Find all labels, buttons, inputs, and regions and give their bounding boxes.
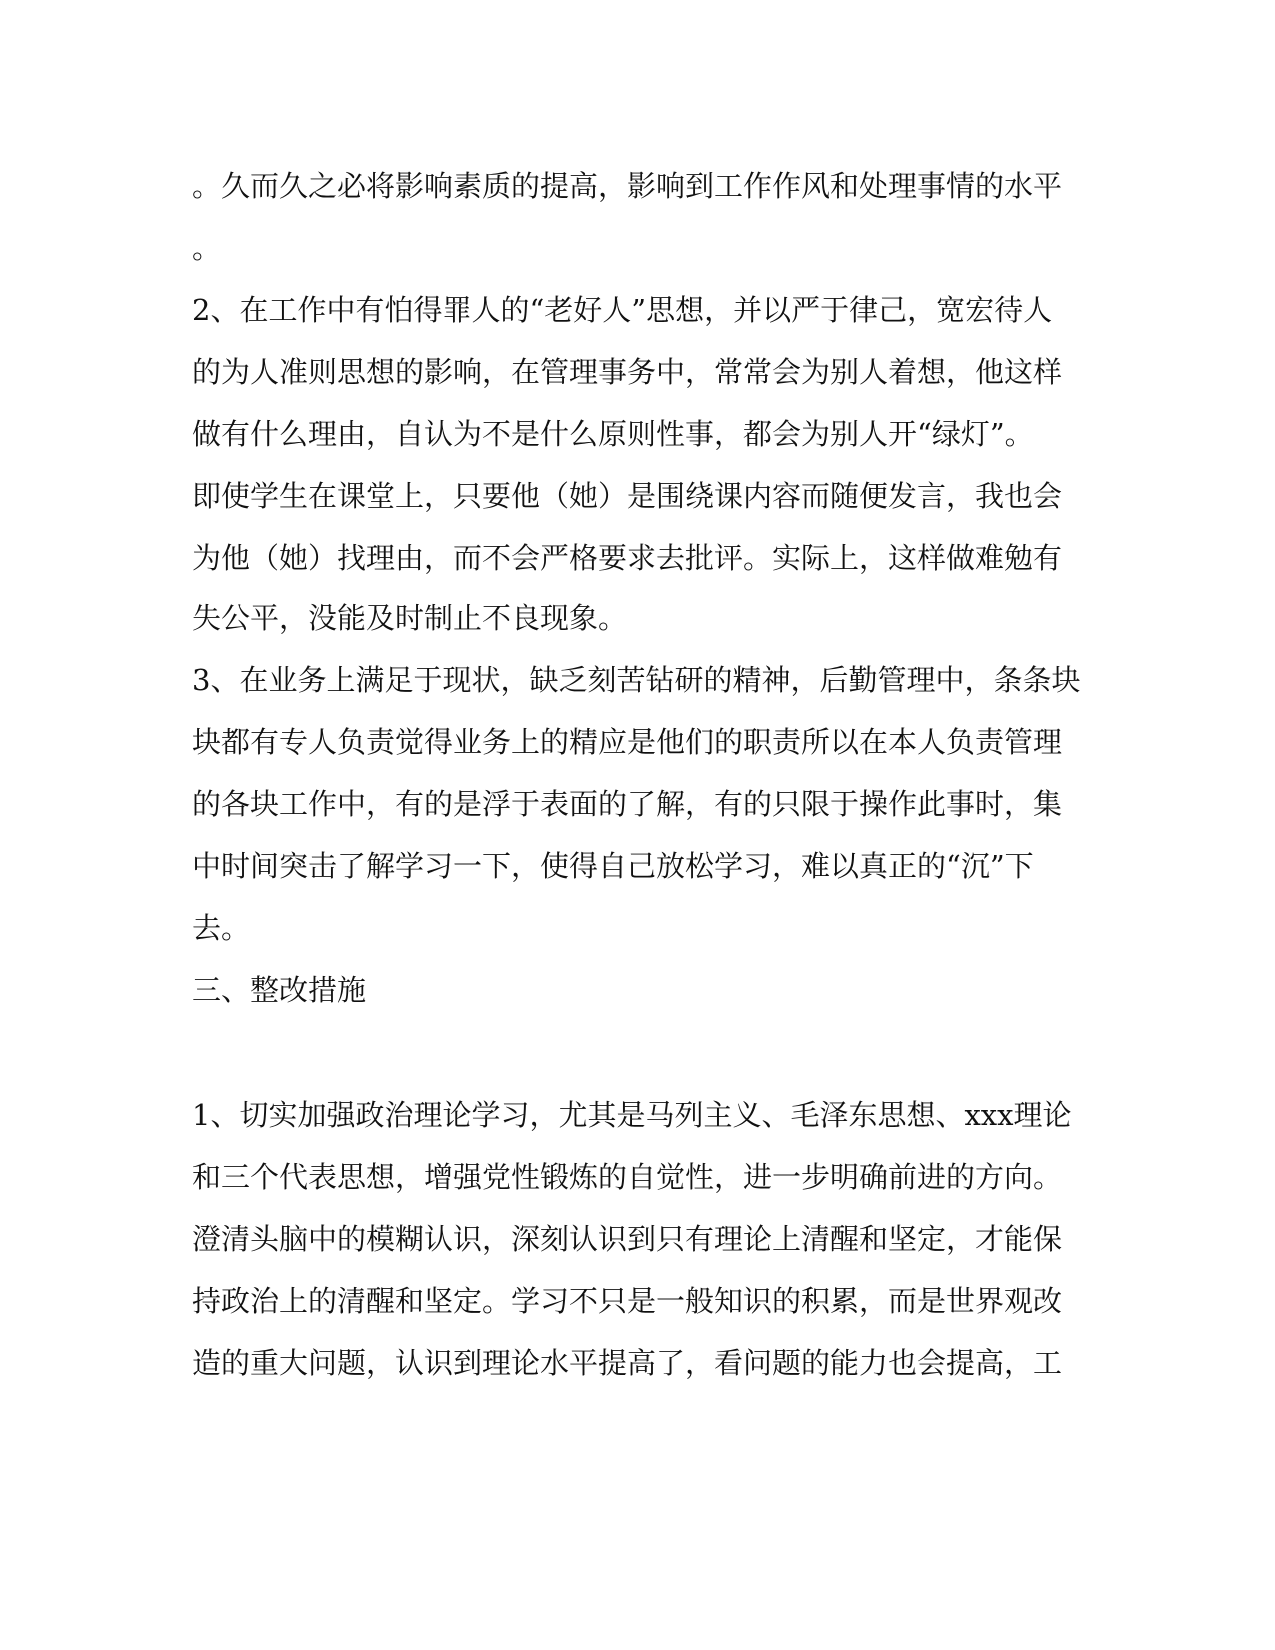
text-line: 去。 xyxy=(192,911,251,945)
text-line: 2、在工作中有怕得罪人的“老好人”思想，并以严于律己，宽宏待人 xyxy=(192,293,1053,327)
text-line: 造的重大问题，认识到理论水平提高了，看问题的能力也会提高，工 xyxy=(192,1346,1063,1380)
text-line: 的各块工作中，有的是浮于表面的了解，有的只限于操作此事时，集 xyxy=(192,787,1063,821)
text-line: 块都有专人负责觉得业务上的精应是他们的职责所以在本人负责管理 xyxy=(192,725,1063,759)
text-line: 为他（她）找理由，而不会严格要求去批评。实际上，这样做难勉有 xyxy=(192,541,1063,575)
text-line: 做有什么理由，自认为不是什么原则性事，都会为别人开“绿灯”。 xyxy=(192,417,1034,451)
text-line: 。久而久之必将影响素质的提高，影响到工作作风和处理事情的水平 xyxy=(192,169,1063,203)
text-line: 和三个代表思想，增强党性锻炼的自觉性，进一步明确前进的方向。 xyxy=(192,1160,1063,1194)
text-line: 失公平，没能及时制止不良现象。 xyxy=(192,601,628,635)
section-heading: 三、整改措施 xyxy=(192,973,367,1007)
text-line: 3、在业务上满足于现状，缺乏刻苦钻研的精神，后勤管理中，条条块 xyxy=(192,663,1081,697)
text-line: 中时间突击了解学习一下，使得自己放松学习，难以真正的“沉”下 xyxy=(192,849,1034,883)
text-line: 持政治上的清醒和坚定。学习不只是一般知识的积累，而是世界观改 xyxy=(192,1284,1063,1318)
text-line: 。 xyxy=(192,231,222,265)
text-line: 1、切实加强政治理论学习，尤其是马列主义、毛泽东思想、xxx理论 xyxy=(192,1098,1072,1132)
text-line: 即使学生在课堂上，只要他（她）是围绕课内容而随便发言，我也会 xyxy=(192,479,1063,513)
text-line: 澄清头脑中的模糊认识，深刻认识到只有理论上清醒和坚定，才能保 xyxy=(192,1222,1063,1256)
text-line: 的为人准则思想的影响，在管理事务中，常常会为别人着想，他这样 xyxy=(192,355,1063,389)
